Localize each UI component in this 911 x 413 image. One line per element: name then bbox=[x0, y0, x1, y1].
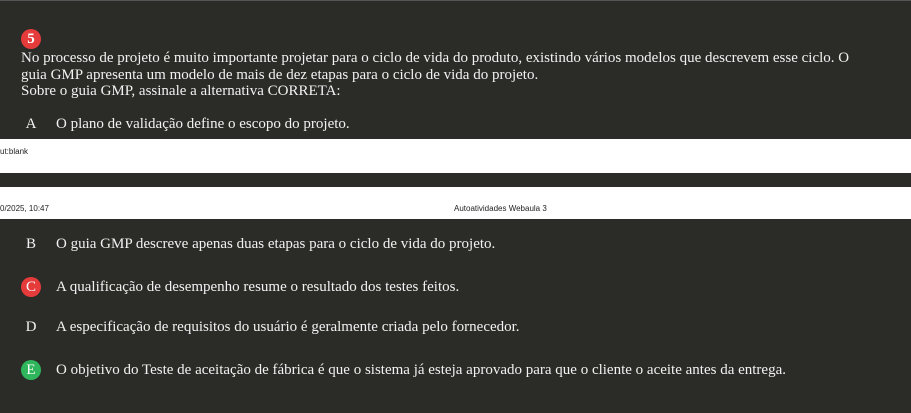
option-letter-b: B bbox=[25, 236, 36, 252]
option-text-d: A especificação de requisitos do usuário é geralmente criada pelo fornecedor. bbox=[56, 319, 520, 335]
option-letter-a: A bbox=[25, 116, 37, 132]
option-text-b: O guia GMP descreve apenas duas etapas para o ciclo de vida do projeto. bbox=[56, 236, 496, 252]
question-line-2: guia GMP apresenta um modelo de mais de dez etapas para o ciclo de vida do projeto. bbox=[21, 66, 539, 83]
option-a[interactable] bbox=[0, 113, 911, 135]
question-section bbox=[0, 0, 911, 140]
option-text-c: A qualificação de desempenho resume o resultado dos testes feitos. bbox=[56, 279, 460, 295]
option-d[interactable] bbox=[0, 316, 911, 338]
question-text bbox=[21, 50, 901, 100]
option-letter-e-correct-badge: E bbox=[21, 360, 41, 380]
print-footer-url: ut:blank bbox=[0, 147, 29, 156]
option-text-e: O objetivo do Teste de aceitação de fábrica é que o sistema já esteja aprovado para que o cliente o aceite antes da entrega. bbox=[56, 362, 786, 378]
option-letter-d: D bbox=[25, 319, 37, 335]
question-line-1: No processo de projeto é muito importante projetar para o ciclo de vida do produto, existindo vários modelos que descrevem esse ciclo. O bbox=[21, 50, 850, 66]
option-letter-c-wrong-badge: C bbox=[21, 277, 41, 297]
print-header bbox=[0, 187, 911, 219]
print-footer bbox=[0, 139, 911, 173]
question-number-badge: 5 bbox=[21, 29, 41, 49]
page-break bbox=[0, 173, 911, 187]
print-header-date: 0/2025, 10:47 bbox=[0, 204, 49, 213]
option-b[interactable] bbox=[0, 233, 911, 255]
option-c[interactable] bbox=[0, 276, 911, 298]
question-line-3: Sobre o guia GMP, assinale a alternativa CORRETA: bbox=[21, 83, 341, 99]
option-text-a: O plano de validação define o escopo do projeto. bbox=[56, 116, 350, 132]
option-e[interactable] bbox=[0, 359, 911, 381]
print-header-title: Autoatividades Webaula 3 bbox=[454, 204, 547, 213]
